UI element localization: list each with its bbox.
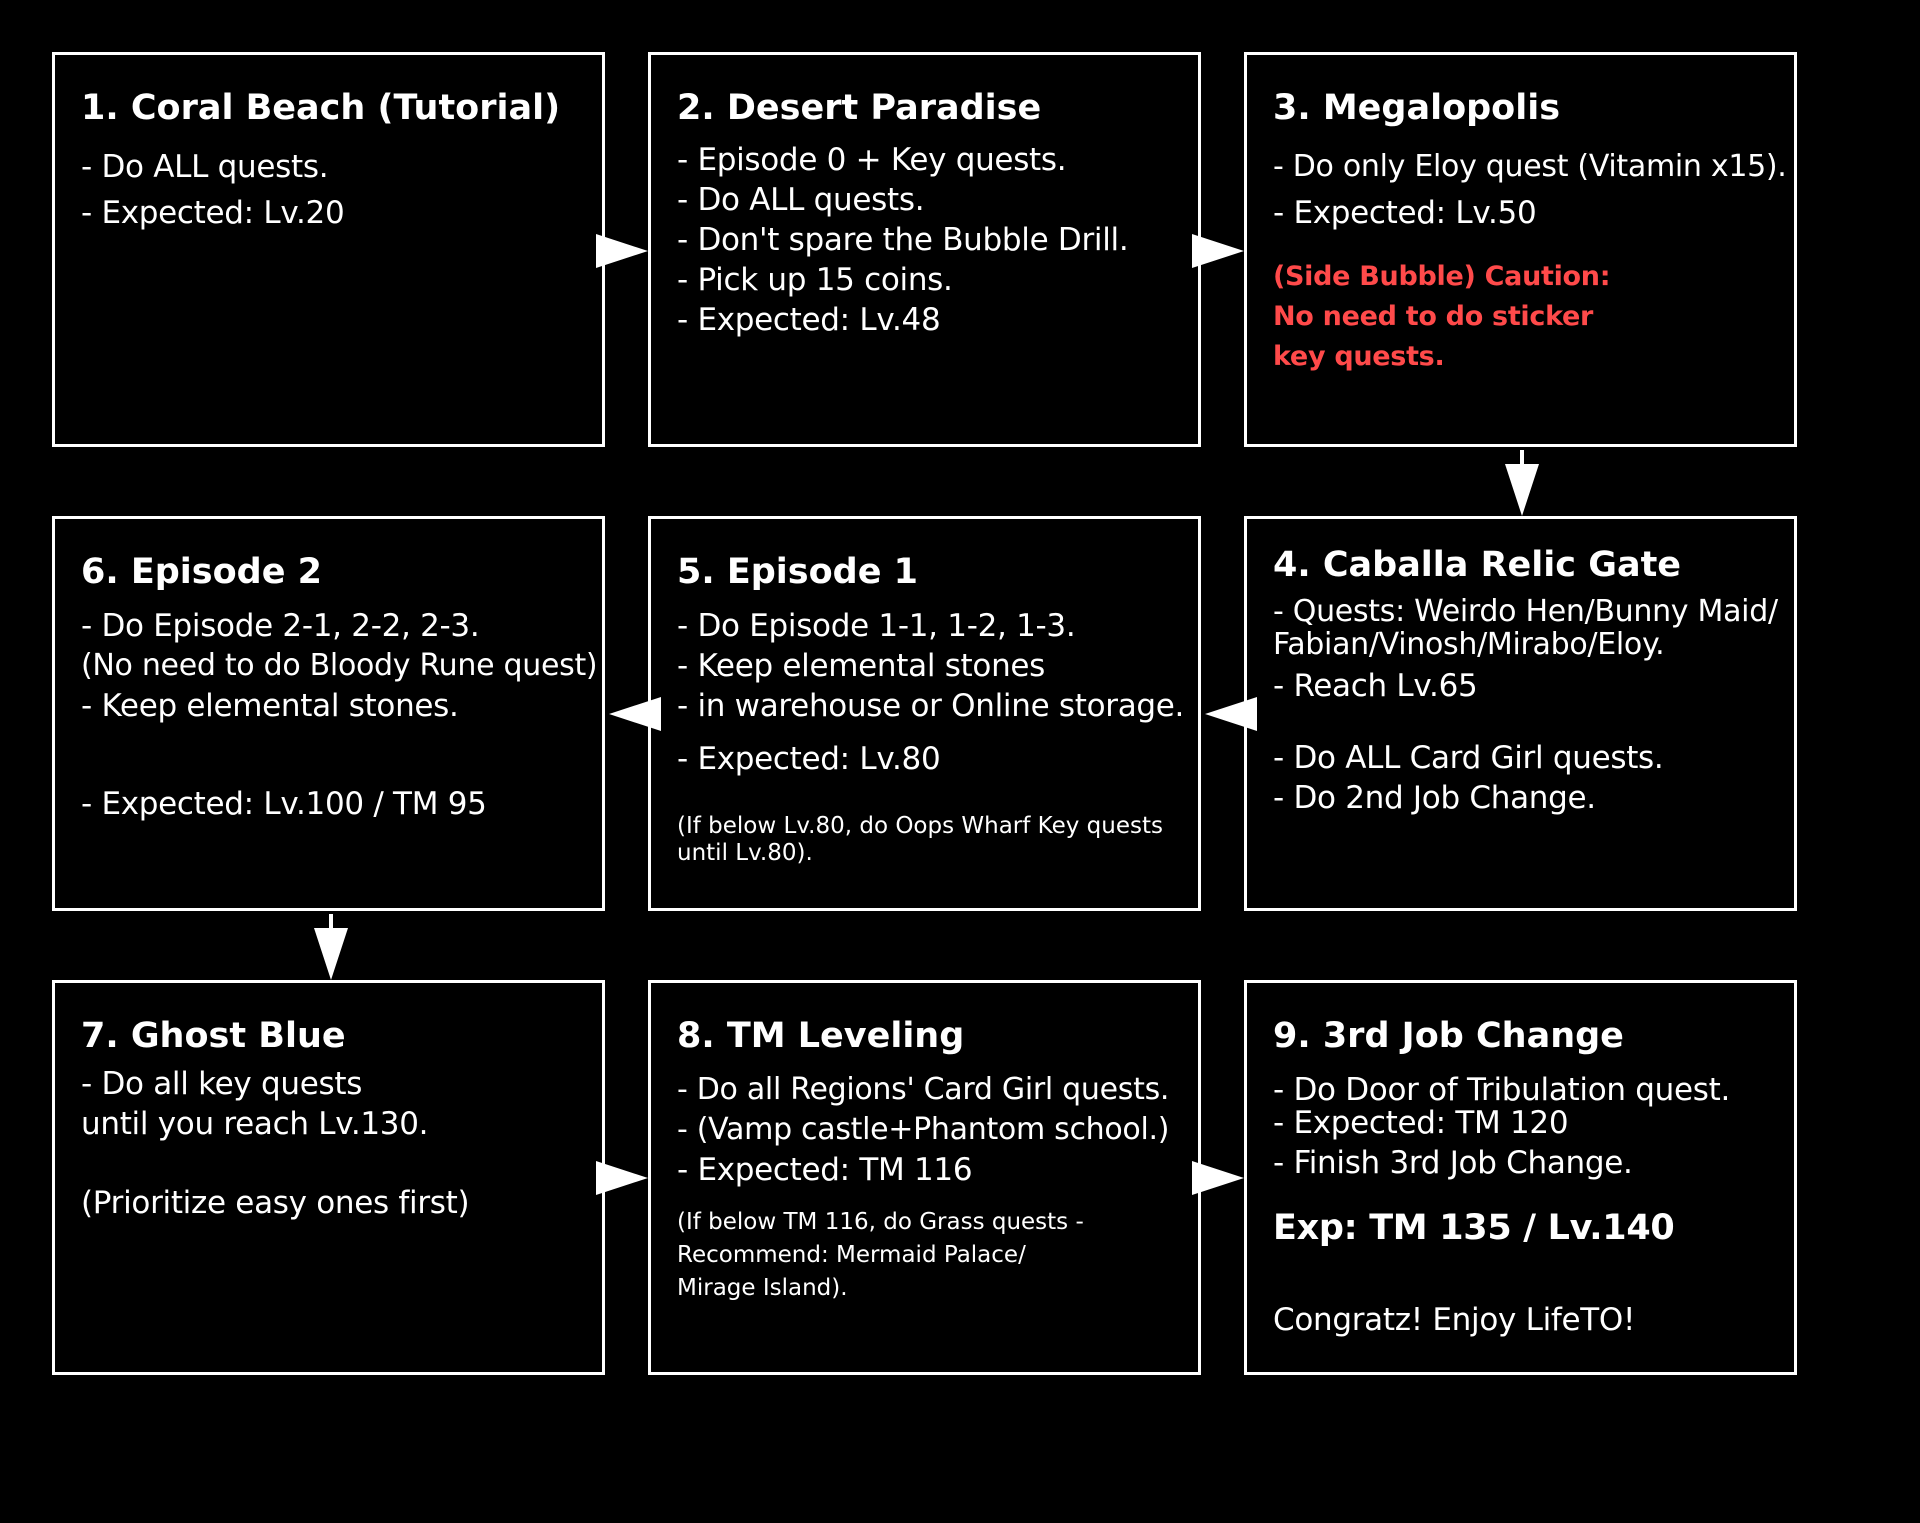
- step-title: 7. Ghost Blue: [81, 1016, 346, 1056]
- step-title: 1. Coral Beach (Tutorial): [81, 88, 561, 128]
- step-note: until Lv.80).: [677, 840, 813, 866]
- step-box-1: [52, 52, 605, 447]
- step-box-9: [1244, 980, 1797, 1375]
- step-line: - Do ALL quests.: [677, 182, 925, 218]
- step-line: - Expected: TM 120: [1273, 1105, 1569, 1141]
- step-line: - Keep elemental stones: [677, 648, 1046, 684]
- step-line: - Keep elemental stones.: [81, 688, 459, 724]
- step-line: - Do ALL Card Girl quests.: [1273, 740, 1664, 776]
- step-line: - Expected: Lv.80: [677, 741, 941, 777]
- caution-text: No need to do sticker: [1273, 301, 1594, 332]
- step-line: - (Vamp castle+Phantom school.): [677, 1112, 1170, 1147]
- step-note: Mirage Island).: [677, 1275, 848, 1301]
- step-title: 8. TM Leveling: [677, 1016, 965, 1056]
- caution-text: key quests.: [1273, 341, 1445, 372]
- step-box-5: [648, 516, 1201, 911]
- step-box-7: [52, 980, 605, 1375]
- arrow-down-icon: [1505, 450, 1539, 516]
- step-line: - Don't spare the Bubble Drill.: [677, 222, 1129, 258]
- step-line: - Reach Lv.65: [1273, 668, 1478, 704]
- caution-text: (Side Bubble) Caution:: [1273, 261, 1611, 292]
- step-line: - Do Episode 2-1, 2-2, 2-3.: [81, 608, 480, 644]
- step-box-3: [1244, 52, 1797, 447]
- step-line: until you reach Lv.130.: [81, 1106, 429, 1142]
- step-line: - Pick up 15 coins.: [677, 262, 953, 298]
- step-box-4: [1244, 516, 1797, 911]
- step-line: (Prioritize easy ones first): [81, 1185, 470, 1221]
- step-line: - in warehouse or Online storage.: [677, 688, 1185, 724]
- step-title: 3. Megalopolis: [1273, 88, 1561, 128]
- step-line: - Expected: TM 116: [677, 1152, 973, 1188]
- exp-summary: Exp: TM 135 / Lv.140: [1273, 1208, 1675, 1248]
- step-box-8: [648, 980, 1201, 1375]
- step-line: - Do ALL quests.: [81, 149, 329, 185]
- step-line: - Quests: Weirdo Hen/Bunny Maid/: [1273, 594, 1778, 629]
- step-line: - Do Door of Tribulation quest.: [1273, 1072, 1731, 1108]
- step-line: - Expected: Lv.48: [677, 302, 941, 338]
- step-box-6: [52, 516, 605, 911]
- step-line: - Expected: Lv.20: [81, 195, 345, 231]
- step-line: - Do 2nd Job Change.: [1273, 780, 1596, 816]
- step-line: - Do only Eloy quest (Vitamin x15).: [1273, 149, 1787, 184]
- step-line: - Expected: Lv.100 / TM 95: [81, 786, 487, 822]
- step-title: 5. Episode 1: [677, 552, 919, 592]
- step-line: Fabian/Vinosh/Mirabo/Eloy.: [1273, 627, 1665, 662]
- step-line: (No need to do Bloody Rune quest): [81, 648, 598, 683]
- arrow-down-icon: [314, 914, 348, 980]
- step-title: 2. Desert Paradise: [677, 88, 1042, 128]
- step-note: (If below Lv.80, do Oops Wharf Key quests: [677, 813, 1163, 839]
- step-line: - Episode 0 + Key quests.: [677, 142, 1067, 178]
- step-line: - Finish 3rd Job Change.: [1273, 1145, 1633, 1181]
- step-title: 4. Caballa Relic Gate: [1273, 545, 1682, 585]
- step-line: - Do all key quests: [81, 1066, 363, 1102]
- step-box-2: [648, 52, 1201, 447]
- step-note: Recommend: Mermaid Palace/: [677, 1242, 1026, 1268]
- step-line: - Do Episode 1-1, 1-2, 1-3.: [677, 608, 1076, 644]
- step-title: 9. 3rd Job Change: [1273, 1016, 1624, 1056]
- step-title: 6. Episode 2: [81, 552, 323, 592]
- step-note: (If below TM 116, do Grass quests -: [677, 1209, 1084, 1235]
- closing-message: Congratz! Enjoy LifeTO!: [1273, 1302, 1636, 1338]
- step-line: - Do all Regions' Card Girl quests.: [677, 1072, 1170, 1107]
- step-line: - Expected: Lv.50: [1273, 195, 1537, 231]
